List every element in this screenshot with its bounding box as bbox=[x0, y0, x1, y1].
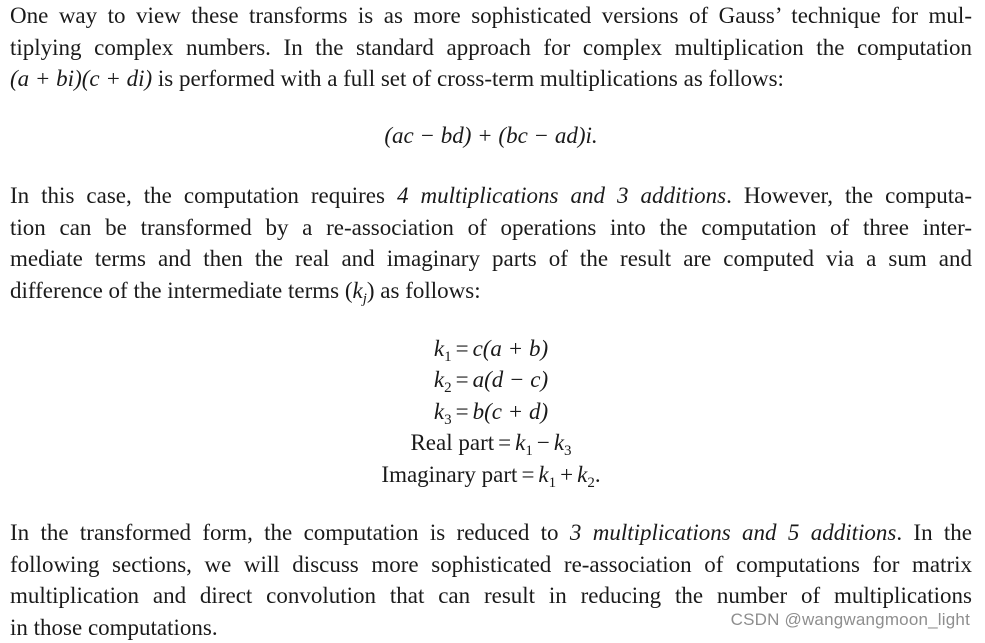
paragraph-2-line-3: mediate terms and then the real and imaginary parts of the result are computed via a sum and bbox=[10, 246, 972, 272]
paragraph-2-line-4-end: ) as follows: bbox=[366, 277, 481, 303]
paragraph-2-line-4 bbox=[10, 275, 972, 316]
equation-k3-lhs: k bbox=[433, 398, 445, 424]
equation-real-part-operator: − bbox=[536, 430, 550, 456]
complex-product-expression: (a + bi)(c + di) bbox=[10, 66, 153, 92]
variable-k: k bbox=[352, 277, 363, 303]
paragraph-3-line-4: in those computations. bbox=[10, 614, 218, 640]
paragraph-2-line-2: tion can be transformed by a re-association of operations into the computation of three inter- bbox=[10, 214, 972, 240]
equation-k1-subscript: 1 bbox=[444, 349, 452, 365]
paragraph-2-line-1 bbox=[10, 180, 972, 212]
paragraph-2-line-1-start: In this case, the computation requires bbox=[10, 183, 397, 208]
paragraph-1-line-1: One way to view these transforms is as more sophisticated versions of Gauss’ technique for mul- bbox=[10, 3, 972, 28]
equation-k2: $k_2 = a(d - c)$ bbox=[433, 367, 549, 397]
paragraph-3-line-1-end: . In the bbox=[896, 520, 972, 545]
paragraph-2-line-4-start: difference of the intermediate terms ( bbox=[10, 277, 353, 303]
equation-real-part-k3-subscript: 3 bbox=[564, 443, 572, 460]
equation-k3-subscript: 3 bbox=[444, 411, 452, 428]
paragraph-1-line-2: tiplying complex numbers. In the standard approach for complex multiplication the computation bbox=[10, 34, 972, 60]
subscript-j: j bbox=[362, 290, 367, 307]
csdn-watermark: CSDN @wangwangmoon_light bbox=[730, 610, 970, 629]
emphasis-4-multiplications: 4 multiplications and 3 additions bbox=[396, 183, 727, 208]
equation-imaginary-part-lhs: Imaginary part bbox=[381, 461, 518, 487]
equation-real-part: Real part = $k_1 - k_3$ bbox=[410, 430, 572, 460]
equation-k1: $k_1 = c(a + b)$ bbox=[433, 336, 549, 365]
equation-real-part-k3: k bbox=[553, 430, 565, 456]
equation-block bbox=[10, 333, 972, 490]
paragraph-3-line-2: following sections, we will discuss more sophisticated re-association of computations for matrix bbox=[10, 551, 972, 577]
equation-real-part-k1: k bbox=[515, 430, 526, 456]
emphasis-3-multiplications: 3 multiplications and 5 additions bbox=[569, 520, 897, 545]
equation-cross-term-text: (ac − bd) + (bc − ad)i. bbox=[384, 123, 598, 148]
paragraph-3-line-3: multiplication and direct convolution that can result in reducing the number of multiplications bbox=[10, 583, 972, 609]
equation-imaginary-part: Imaginary part = $k_1 + k_2$. bbox=[381, 461, 601, 491]
paragraph-2-line-1-end: . However, the computa- bbox=[726, 183, 972, 208]
equation-k2-lhs: k bbox=[433, 367, 445, 393]
equation-imaginary-part-operator: + bbox=[560, 461, 574, 487]
equation-k3-rhs: b(c + d) bbox=[472, 398, 549, 424]
equation-k2-subscript: 2 bbox=[444, 380, 452, 397]
equation-imaginary-part-k1: k bbox=[538, 461, 549, 487]
paragraph-3-line-1 bbox=[10, 517, 972, 549]
paragraph-1 bbox=[10, 0, 972, 95]
equation-cross-term bbox=[10, 120, 972, 152]
equation-imaginary-part-k2-subscript: 2 bbox=[587, 474, 595, 491]
equation-real-part-lhs: Real part bbox=[410, 430, 495, 456]
paragraph-1-line-3-text: is performed with a full set of cross-term multiplications as follows: bbox=[152, 66, 784, 92]
paragraph-3-line-1-start: In the transformed form, the computation is reduced to bbox=[10, 520, 570, 545]
equation-imaginary-part-period: . bbox=[594, 461, 601, 487]
equation-k1-rhs: c(a + b) bbox=[472, 336, 549, 361]
equation-real-part-k1-subscript: 1 bbox=[525, 443, 533, 460]
equation-imaginary-part-k1-subscript: 1 bbox=[548, 474, 557, 491]
equation-k2-rhs: a(d − c) bbox=[472, 367, 549, 393]
equation-k1-lhs: k bbox=[433, 336, 445, 361]
equation-imaginary-part-k2: k bbox=[577, 461, 588, 487]
equation-k3: $k_3 = b(c + d)$ bbox=[433, 398, 549, 428]
paragraph-2 bbox=[10, 180, 972, 315]
paragraph-1-line-3 bbox=[10, 63, 972, 95]
